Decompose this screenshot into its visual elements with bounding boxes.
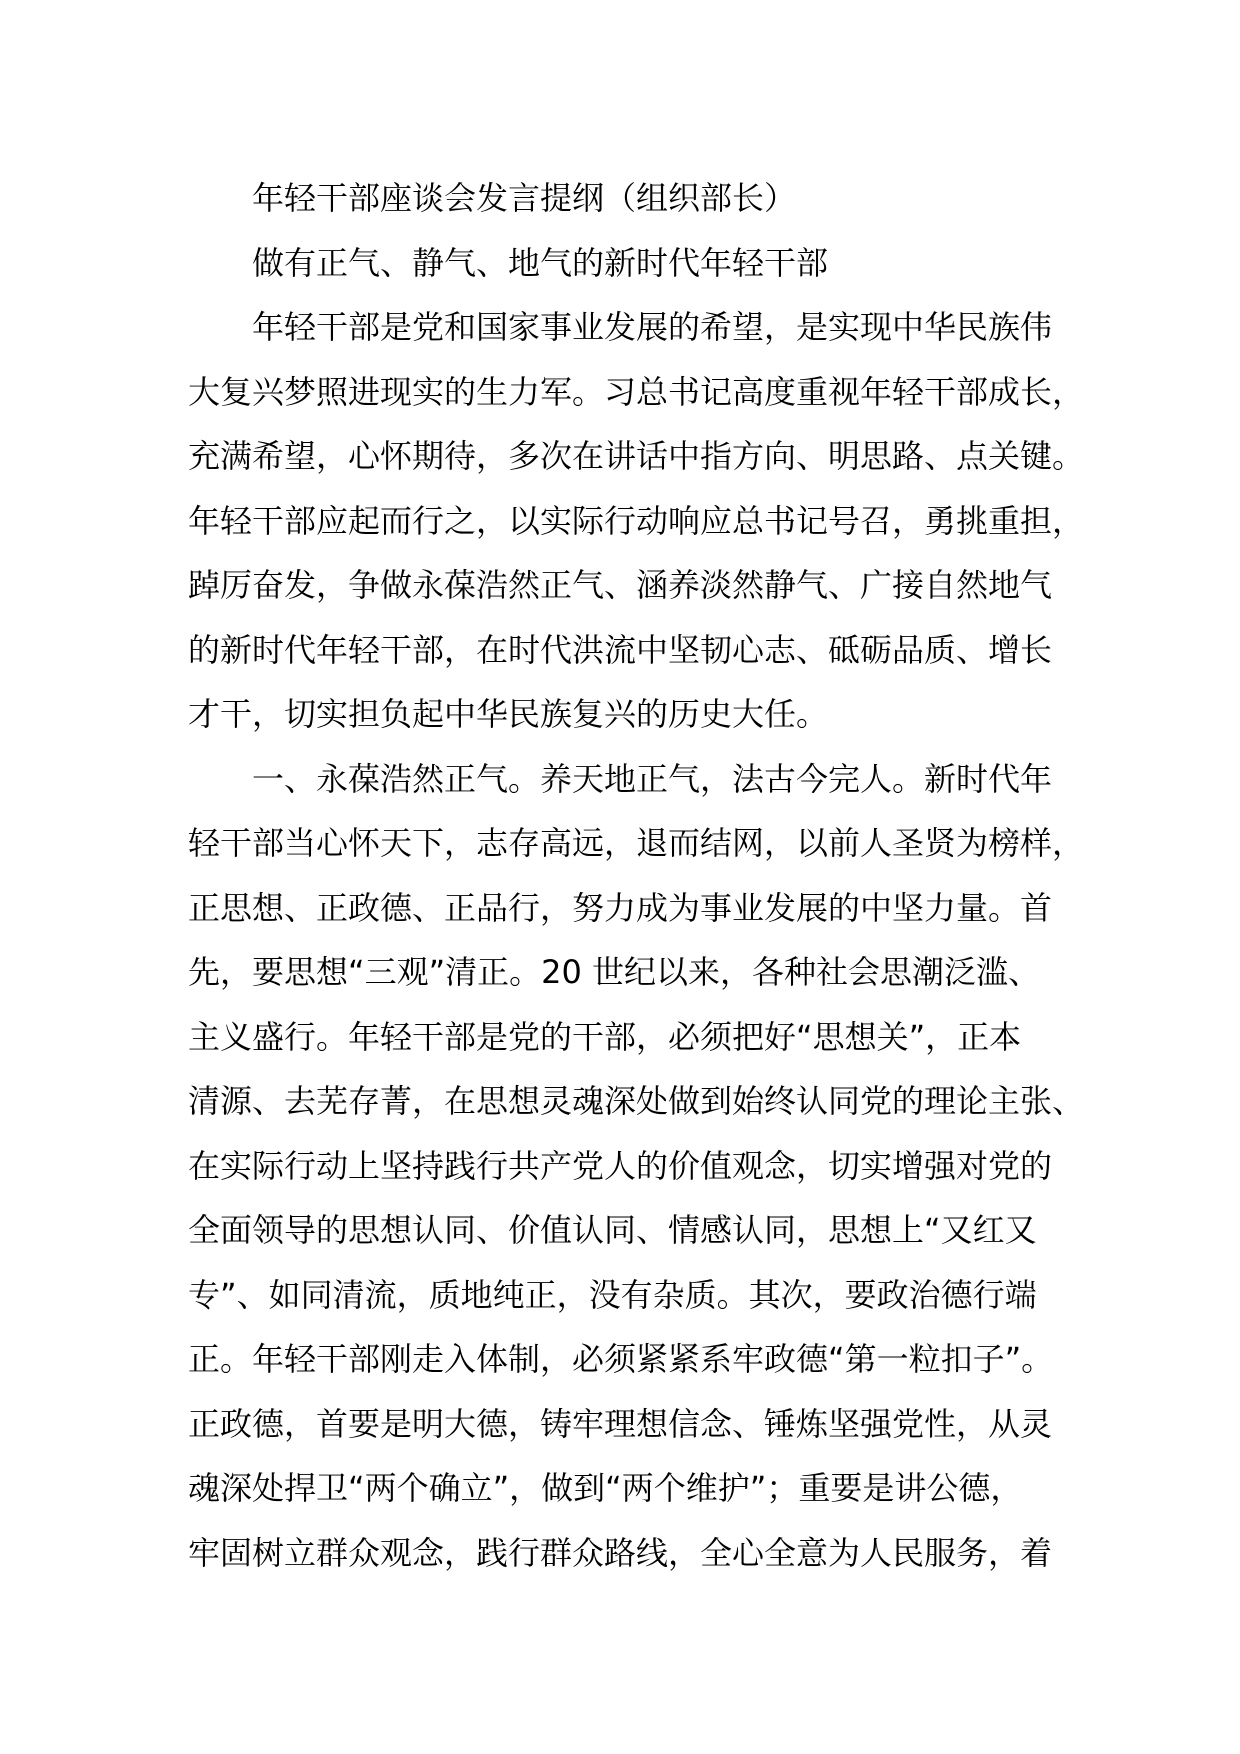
text-line: 大复兴梦照进现实的生力军。习总书记高度重视年轻干部成长，: [188, 372, 1085, 411]
text-line: 年轻干部应起而行之，以实际行动响应总书记号召，勇挑重担，: [188, 501, 1085, 540]
document-body: [188, 166, 1093, 1585]
text-line: 才干，切实担负起中华民族复兴的历史大任。: [188, 695, 829, 733]
text-line: 专”、如同清流，质地纯正，没有杂质。其次，要政治德行端: [188, 1275, 1037, 1314]
body-lines: [188, 295, 1093, 1585]
document-subtitle: 做有正气、静气、地气的新时代年轻干部: [252, 243, 829, 282]
text-line: 先，要思想“三观”清正。20 世纪以来，各种社会思潮泛滥、: [188, 953, 1041, 991]
text-line: 正。年轻干部刚走入体制，必须紧紧系牢政德“第一粒扣子”。: [188, 1340, 1054, 1378]
text-line: 轻干部当心怀天下，志存高远，退而结网，以前人圣贤为榜样，: [188, 824, 1085, 862]
text-line: 主义盛行。年轻干部是党的干部，必须把好“思想关”，正本: [188, 1017, 1022, 1056]
text-line: 在实际行动上坚持践行共产党人的价值观念，切实增强对党的: [188, 1146, 1053, 1185]
text-line: 充满希望，心怀期待，多次在讲话中指方向、明思路、点关键。: [188, 437, 1085, 475]
text-line: 正政德，首要是明大德，铸牢理想信念、锤炼坚强党性，从灵: [188, 1404, 1053, 1443]
text-line: 全面领导的思想认同、价值认同、情感认同，思想上“又红又: [188, 1211, 1037, 1249]
text-line: 清源、去芜存菁，在思想灵魂深处做到始终认同党的理论主张、: [188, 1082, 1085, 1120]
text-line: 正思想、正政德、正品行，努力成为事业发展的中坚力量。首: [188, 888, 1053, 927]
text-line: 踔厉奋发，争做永葆浩然正气、涵养淡然静气、广接自然地气: [188, 566, 1053, 604]
text-line: 一、永葆浩然正气。养天地正气，法古今完人。新时代年: [252, 759, 1053, 798]
text-line: 的新时代年轻干部，在时代洪流中坚韧心志、砥砺品质、增长: [188, 630, 1053, 669]
text-line: 牢固树立群众观念，践行群众路线，全心全意为人民服务，着: [188, 1533, 1053, 1572]
text-line: 年轻干部是党和国家事业发展的希望，是实现中华民族伟: [252, 308, 1053, 346]
document-title: 年轻干部座谈会发言提纲（组织部长）: [252, 179, 797, 217]
text-line: 魂深处捍卫“两个确立”，做到“两个维护”；重要是讲公德，: [188, 1469, 1023, 1507]
